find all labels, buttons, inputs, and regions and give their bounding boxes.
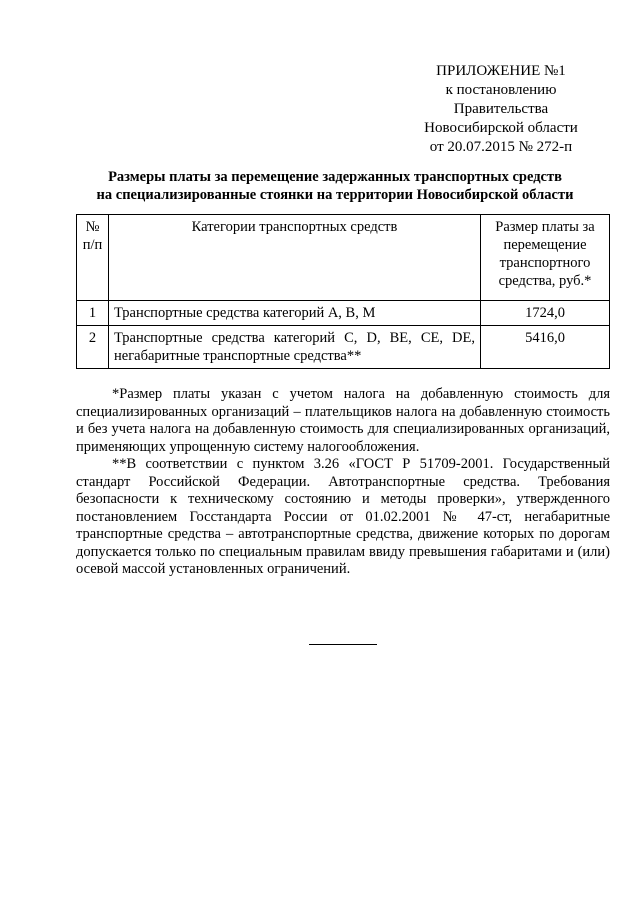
header-category: Категории транспортных средств — [109, 215, 481, 301]
appendix-line-region: Новосибирской области — [424, 120, 578, 136]
row-number: 1 — [77, 301, 109, 326]
row-category: Транспортные средства категорий A, B, M — [109, 301, 481, 326]
row-number: 2 — [77, 326, 109, 369]
header-fee: Размер платы за перемещение транспортного средства, руб.* — [481, 215, 610, 301]
row-fee: 5416,0 — [481, 326, 610, 369]
table-row — [77, 326, 610, 369]
footnotes — [76, 386, 610, 579]
closing-rule — [309, 644, 377, 645]
row-category: Транспортные средства категорий C, D, BE, CE, DE, негабаритные транспортные средства** — [109, 326, 481, 369]
appendix-line-resolution: к постановлению Правительства — [445, 82, 557, 117]
footnote-oversized: **В соответствии с пунктом 3.26 «ГОСТ Р 51709-2001. Государственный стандарт Российской Федерации. Автотранспортные средства. Требования безопасности к техническому состоянию и методы проверки», утвержденного постановлением Госстандарта России от 01.02.2001 № 47-ст, негабаритные транспортные средства – автотранспортные средства, движение которых по дорогам допускается только по специальным правилам ввиду превышения габаритами и (или) осевой массой установленных ограничений. — [76, 456, 610, 577]
appendix-header — [398, 62, 604, 157]
document-title — [40, 168, 630, 204]
table-row — [77, 301, 610, 326]
table-header-row — [77, 215, 610, 301]
document-title-line-1: Размеры платы за перемещение задержанных транспортных средств — [108, 169, 562, 185]
fees-table — [76, 214, 610, 369]
header-number: № п/п — [77, 215, 109, 301]
appendix-line-date: от 20.07.2015 № 272-п — [429, 139, 573, 155]
footnote-vat: *Размер платы указан с учетом налога на добавленную стоимость для специализированных организаций – плательщиков налога на добавленную стоимость и без учета налога на добавленную стоимость для специализированных организаций, применяющих упрощенную систему налогообложения. — [76, 386, 610, 455]
document-title-line-2: на специализированные стоянки на территории Новосибирской области — [96, 187, 574, 203]
appendix-title: ПРИЛОЖЕНИЕ №1 — [436, 63, 566, 79]
row-fee: 1724,0 — [481, 301, 610, 326]
